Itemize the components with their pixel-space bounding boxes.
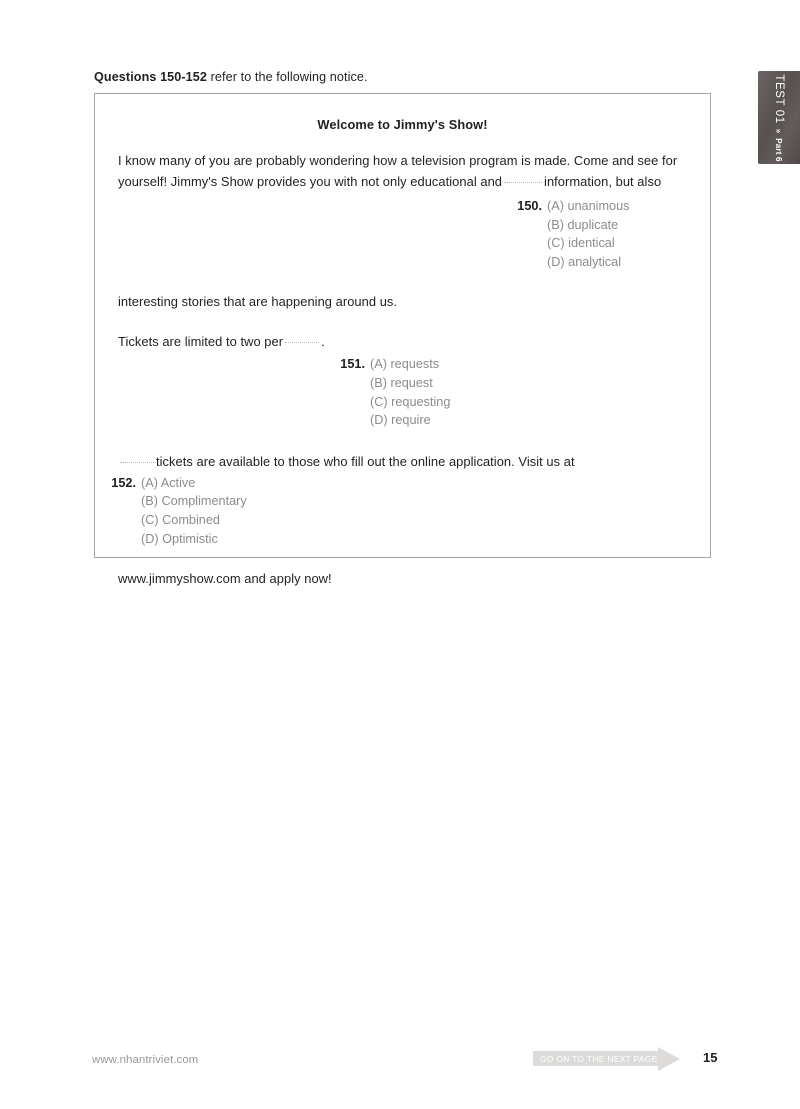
question-150-options: [95, 197, 710, 271]
blank-150: [504, 182, 542, 183]
option-label: (D) analytical: [547, 254, 622, 269]
option-row[interactable]: [333, 374, 710, 393]
notice-paragraph-2: interesting stories that are happening around us.: [118, 294, 398, 310]
side-tab-inner: [773, 74, 785, 161]
option-row[interactable]: [104, 492, 710, 511]
option-row[interactable]: [510, 253, 710, 272]
option-label: (A) requests: [370, 357, 440, 372]
page-number: 15: [703, 1050, 718, 1065]
option-row[interactable]: [333, 393, 710, 412]
blank-152: [120, 462, 154, 463]
questions-heading-range: Questions 150-152: [94, 70, 207, 84]
option-row[interactable]: [104, 474, 710, 493]
notice-paragraph-1-line-1: I know many of you are probably wondering how a television program is made. Come and see for: [118, 153, 678, 168]
double-chevron-icon: »: [774, 128, 783, 133]
option-row[interactable]: [333, 411, 710, 430]
question-151-options: [95, 355, 710, 429]
option-label: (D) require: [370, 413, 431, 428]
option-row[interactable]: [510, 216, 710, 235]
option-label: (C) requesting: [370, 394, 451, 409]
question-150-number: 150.: [517, 199, 542, 213]
side-tab-test-label: TEST 01: [773, 73, 785, 124]
notice-paragraph-4-after: tickets are available to those who fill out the online application. Visit us at: [156, 453, 575, 469]
notice-paragraph-5: www.jimmyshow.com and apply now!: [118, 571, 332, 587]
notice-paragraph-3-after: .: [321, 334, 325, 350]
test-part-side-tab: [758, 71, 800, 164]
side-tab-part-label: Part 6: [774, 137, 783, 162]
footer-website-url: www.nhantriviet.com: [92, 1054, 199, 1066]
go-on-banner-body: [533, 1051, 658, 1066]
notice-passage-box: [94, 93, 711, 587]
option-label: (C) identical: [547, 236, 615, 251]
notice-paragraph-3-before: Tickets are limited to two per: [118, 334, 284, 350]
questions-heading: [94, 70, 368, 84]
notice-paragraph-1-line-2-after: information, but also: [544, 174, 662, 189]
go-on-next-page-banner: [533, 1046, 677, 1071]
option-row[interactable]: [510, 234, 710, 253]
option-row[interactable]: [104, 511, 710, 530]
option-label: (D) Optimistic: [141, 531, 218, 546]
question-152-options: [95, 474, 710, 548]
option-label: (B) request: [370, 375, 433, 390]
notice-paragraph-4: [95, 451, 710, 472]
option-label: (B) duplicate: [547, 217, 619, 232]
option-label: (B) Complimentary: [141, 494, 247, 509]
question-151-number: 151.: [340, 357, 365, 372]
option-label: (C) Combined: [141, 512, 220, 527]
blank-151: [285, 342, 319, 343]
notice-paragraph-3: [95, 331, 710, 352]
option-row[interactable]: [333, 355, 710, 374]
notice-paragraph-1: [95, 150, 710, 192]
notice-paragraph-1-line-2-before: yourself! Jimmy's Show provides you with not only educational and: [118, 174, 503, 189]
arrow-right-icon: [658, 1047, 680, 1071]
question-152-number: 152.: [111, 475, 136, 490]
notice-title: Welcome to Jimmy's Show!: [317, 117, 488, 132]
option-label: (A) Active: [141, 475, 196, 490]
questions-heading-rest: refer to the following notice.: [207, 70, 368, 84]
option-row[interactable]: [104, 530, 710, 549]
option-label: (A) unanimous: [547, 199, 630, 213]
option-row[interactable]: [510, 197, 710, 216]
go-on-next-page-label: GO ON TO THE NEXT PAGE: [540, 1053, 658, 1064]
